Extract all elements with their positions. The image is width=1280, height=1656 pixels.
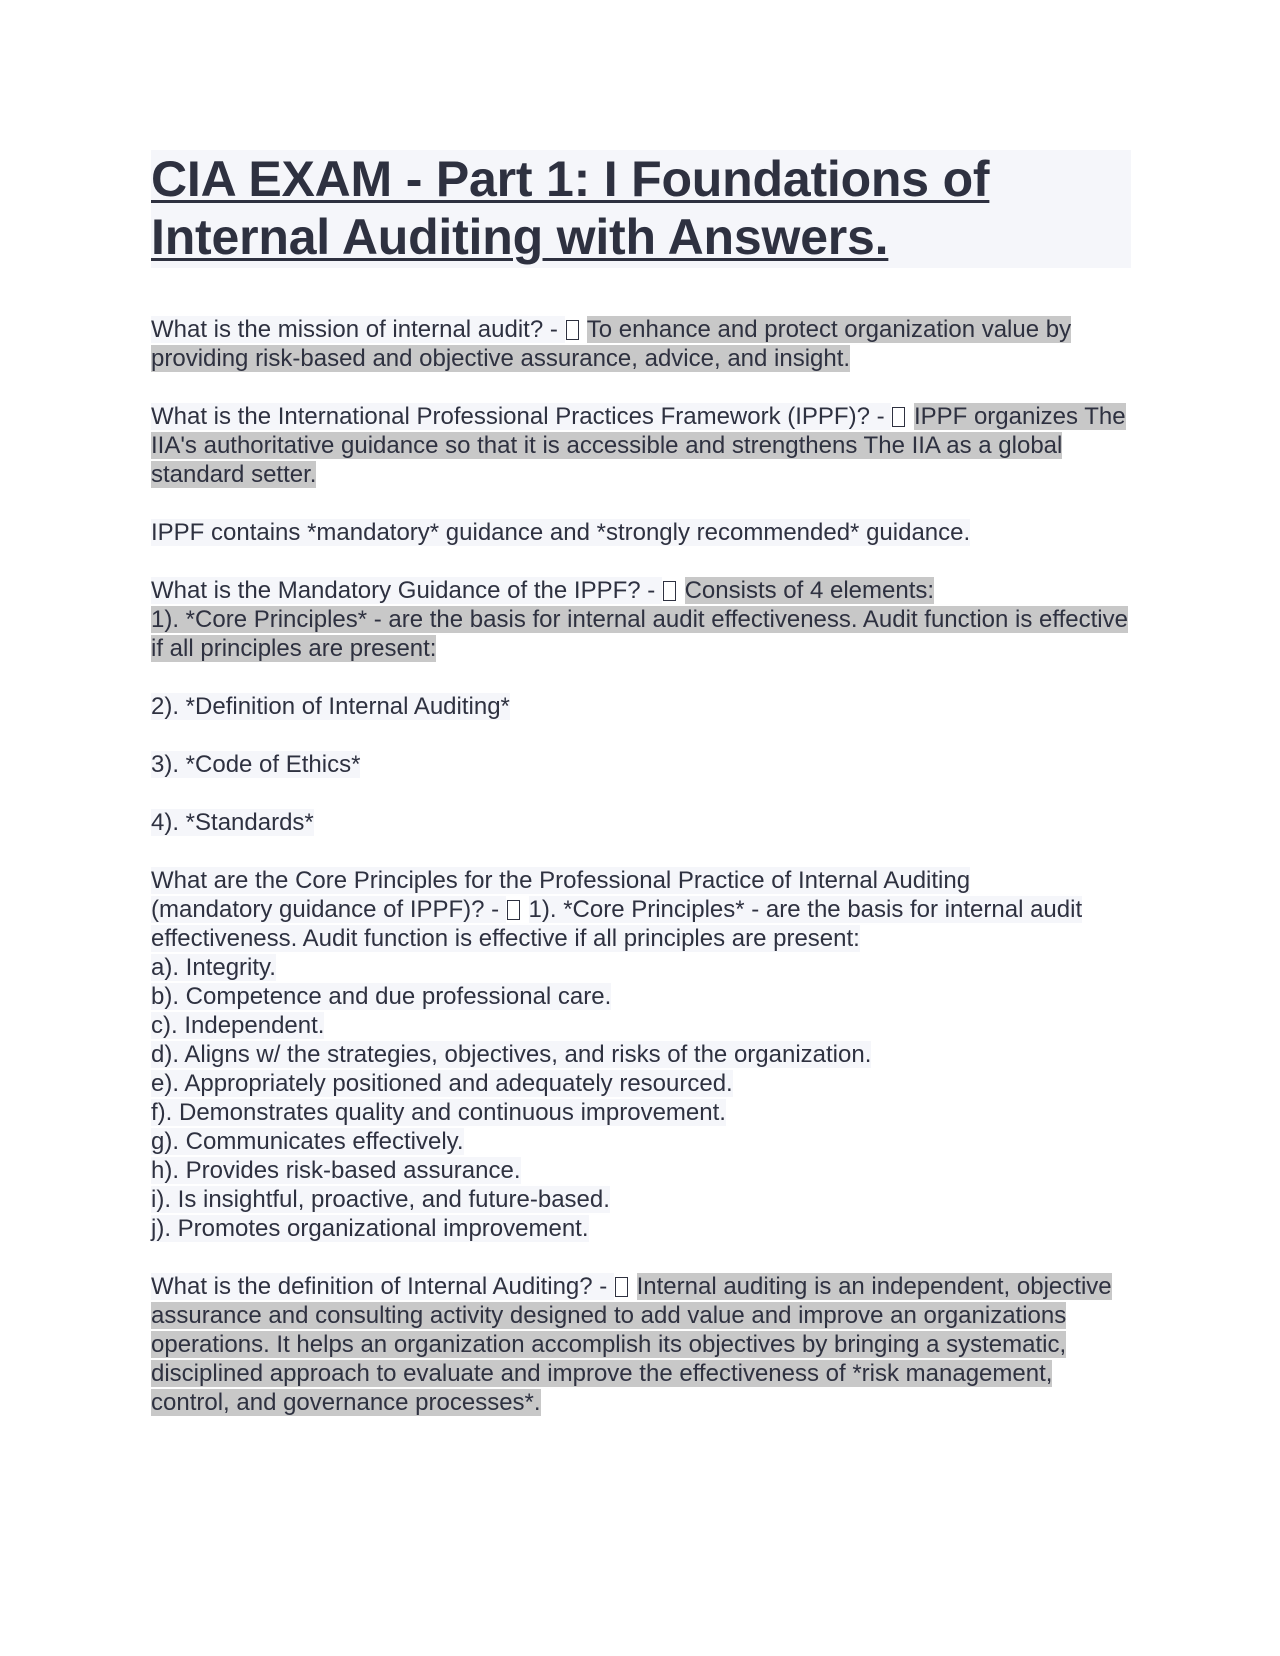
qa-definition [151, 1272, 1131, 1417]
question-text: What is the International Professional Practices Framework (IPPF)? - [151, 403, 892, 430]
document-body [151, 315, 1131, 1417]
answer-text: Consists of 4 elements: [684, 577, 935, 604]
principle-item: a). Integrity. [151, 954, 276, 981]
note-text: IPPF contains *mandatory* guidance and *strongly recommended* guidance. [151, 519, 971, 546]
mandatory-item: 2). *Definition of Internal Auditing* [151, 693, 510, 720]
question-text: (mandatory guidance of IPPF)? - [151, 896, 506, 923]
missing-glyph-icon [566, 320, 579, 340]
mandatory-item: 3). *Code of Ethics* [151, 751, 361, 778]
qa-mandatory [151, 576, 1131, 663]
principle-item: e). Appropriately positioned and adequately resourced. [151, 1070, 733, 1097]
document-title: CIA EXAM - Part 1: I Foundations of Internal Auditing with Answers. [151, 151, 990, 265]
answer-text: To enhance and protect organization value by providing risk-based and objective assurance, advice, and insight. [151, 316, 1072, 372]
qa-mission [151, 315, 1131, 373]
missing-glyph-icon [507, 900, 520, 920]
list-item [151, 692, 1131, 721]
principle-item: j). Promotes organizational improvement. [151, 1215, 589, 1242]
list-item [151, 750, 1131, 779]
principle-item: c). Independent. [151, 1012, 325, 1039]
question-text: What are the Core Principles for the Professional Practice of Internal Auditing [151, 867, 971, 894]
qa-core-principles [151, 866, 1131, 1243]
answer-text: 1). *Core Principles* - are the basis for internal audit effectiveness. Audit function is effective if all principles are present: [151, 606, 1128, 662]
principle-item: g). Communicates effectively. [151, 1128, 464, 1155]
answer-text: IPPF organizes The IIA's authoritative guidance so that it is accessible and strengthens The IIA as a global standard setter. [151, 403, 1126, 488]
document-page [151, 150, 1131, 1446]
principle-item: d). Aligns w/ the strategies, objectives, and risks of the organization. [151, 1041, 872, 1068]
qa-ippf [151, 402, 1131, 489]
principle-item: f). Demonstrates quality and continuous improvement. [151, 1099, 726, 1126]
principle-item: h). Provides risk-based assurance. [151, 1157, 521, 1184]
question-text: What is the Mandatory Guidance of the IPPF? - [151, 577, 662, 604]
principle-item: i). Is insightful, proactive, and future-based. [151, 1186, 610, 1213]
answer-text: 1). *Core Principles* - are the basis for internal audit effectiveness. Audit function is effective if all principles are present: [151, 896, 1083, 952]
title-block [151, 150, 1131, 268]
missing-glyph-icon [663, 581, 676, 601]
missing-glyph-icon [615, 1277, 628, 1297]
missing-glyph-icon [892, 407, 905, 427]
principle-item: b). Competence and due professional care. [151, 983, 612, 1010]
question-text: What is the definition of Internal Auditing? - [151, 1273, 614, 1300]
answer-text: Internal auditing is an independent, objective assurance and consulting activity designed to add value and improve an organizations operations. It helps an organization accomplish its objectives by bringing a systematic, disciplined approach to evaluate and improve the effectiveness of *risk management, control, and governance processes*. [151, 1273, 1112, 1416]
question-text: What is the mission of internal audit? - [151, 316, 565, 343]
ippf-note [151, 518, 1131, 547]
mandatory-item: 4). *Standards* [151, 809, 314, 836]
list-item [151, 808, 1131, 837]
